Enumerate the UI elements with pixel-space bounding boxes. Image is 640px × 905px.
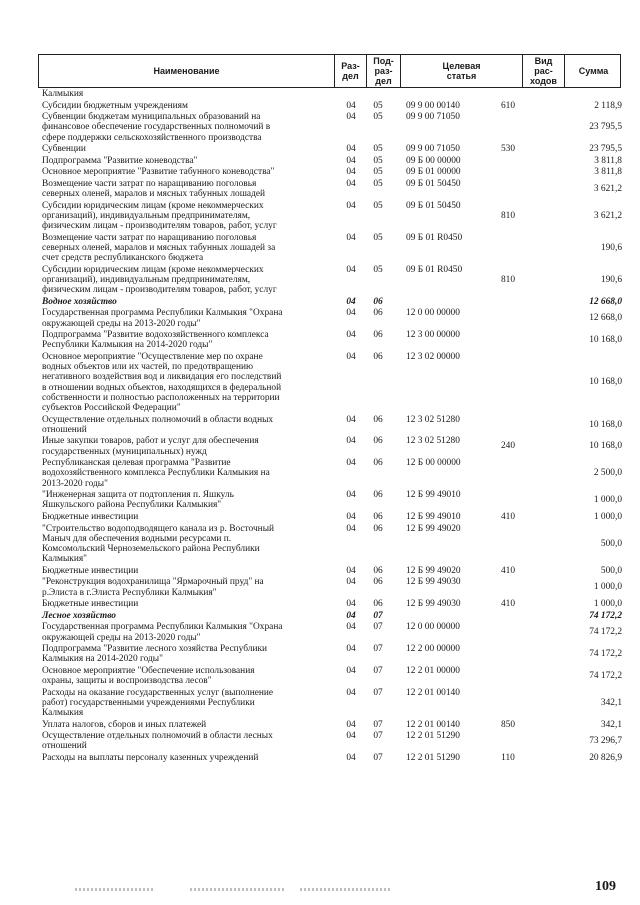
- cell-podrazdel: 06: [373, 565, 383, 576]
- cell-sum: 1 000,0: [593, 582, 622, 593]
- cell-razdel: 04: [346, 665, 356, 676]
- cell-target: 09 9 00 71050: [406, 112, 460, 123]
- section-row: [0, 611, 640, 623]
- cell-name: Возмещение части затрат по наращиванию поголовья северных оленей, маралов и мясных табунных лошадей за счет средств республиканского бюджета: [42, 232, 276, 264]
- cell-name: Осуществление отдельных полномочий в области водных отношений: [42, 414, 274, 435]
- cell-razdel: 04: [346, 308, 356, 319]
- cell-razdel: 04: [346, 155, 356, 166]
- cell-sum: 2 500,0: [593, 468, 622, 479]
- cell-target: 12 2 01 51290: [406, 753, 460, 764]
- cell-sum: 342,1: [600, 697, 622, 708]
- cell-sum: 12 668,0: [589, 296, 622, 307]
- cell-sum: 74 172,2: [589, 670, 622, 681]
- cell-sum: 74 172,2: [589, 627, 622, 638]
- cell-target: 12 2 01 00140: [406, 719, 460, 730]
- cell-sum: 74 172,2: [589, 610, 622, 621]
- table-row: [0, 512, 640, 524]
- cell-podrazdel: 06: [373, 330, 383, 341]
- cell-target: 12 0 00 00000: [406, 308, 460, 319]
- cell-target: 12 Б 99 49030: [406, 599, 461, 610]
- cell-podrazdel: 07: [373, 687, 383, 698]
- cell-razdel: 04: [346, 511, 356, 522]
- cell-sum: 3 621,2: [593, 184, 622, 195]
- page-number: 109: [595, 879, 616, 894]
- cell-name: Расходы на выплаты персоналу казенных учреждений: [42, 753, 259, 764]
- cell-vid: 410: [500, 511, 516, 522]
- cell-razdel: 04: [346, 599, 356, 610]
- cell-sum: 3 811,8: [594, 167, 622, 178]
- cell-sum: 23 795,5: [589, 144, 622, 155]
- cell-razdel: 04: [346, 523, 356, 534]
- scan-noise: [300, 888, 390, 891]
- cell-name: "Инженерная защита от подтопления п. Яшкуль Яшкульского района Республики Калмыкия": [42, 490, 234, 511]
- cell-podrazdel: 07: [373, 665, 383, 676]
- cell-name: Субсидии бюджетным учреждениям: [42, 100, 188, 111]
- cell-target: 09 Б 01 R0450: [406, 264, 463, 275]
- table-row: [0, 330, 640, 352]
- cell-podrazdel: 05: [373, 144, 383, 155]
- cell-target: 09 Б 01 R0450: [406, 232, 463, 243]
- cell-podrazdel: 06: [373, 490, 383, 501]
- cell-razdel: 04: [346, 178, 356, 189]
- cell-sum: 10 168,0: [589, 419, 622, 430]
- cell-razdel: 04: [346, 436, 356, 447]
- cell-podrazdel: 06: [373, 511, 383, 522]
- cell-sum: 10 168,0: [589, 377, 622, 388]
- cell-target: 12 3 02 00000: [406, 351, 460, 362]
- cell-razdel: 04: [346, 753, 356, 764]
- header-vid: Вид рас- ходов: [523, 55, 565, 87]
- cell-name: "Реконструкция водохранилища "Ярмарочный пруд" на р.Элиста в г.Элиста Республики Калмыкия": [42, 577, 264, 598]
- cell-podrazdel: 05: [373, 178, 383, 189]
- cell-sum: 190,6: [600, 242, 622, 253]
- cell-podrazdel: 06: [373, 308, 383, 319]
- header-target: Целевая статья: [401, 55, 523, 87]
- section-row: [0, 297, 640, 309]
- header-sum: Сумма: [578, 66, 609, 76]
- cell-name: Водное хозяйство: [42, 296, 117, 307]
- table-row: [0, 112, 640, 144]
- cell-podrazdel: 07: [373, 610, 383, 621]
- cell-name: Подпрограмма "Развитие водохозяйственного комплекса Республики Калмыкия на 2014-2020 годы": [42, 330, 269, 351]
- cell-name: Основное мероприятие "Осуществление мер по охране водных объектов или их частей, по предотвращению негативного воздействия вод и ликвидация его последствий в отношении водных объектов, находящихся в федеральной собственности и полностью расположенных на территории субъектов Российской Федерации": [42, 351, 282, 413]
- cell-podrazdel: 05: [373, 155, 383, 166]
- cell-podrazdel: 06: [373, 296, 383, 307]
- cell-razdel: 04: [346, 144, 356, 155]
- cell-name: Основное мероприятие "Обеспечение использования охраны, защиты и воспроизводства лесов": [42, 665, 255, 687]
- table-row: [0, 720, 640, 732]
- cell-target: 12 3 02 51280: [406, 436, 460, 447]
- cell-name: Субсидии юридическим лицам (кроме некоммерческих организаций), индивидуальным предпринимателям, физическим лицам - производителям товаров, работ, услуг: [42, 200, 277, 232]
- cell-sum: 1 000,0: [593, 511, 622, 522]
- cell-name: Субвенции бюджетам муниципальных образований на финансовое обеспечение государственных полномочий в сфере поддержки сельскохозяйственного производства: [42, 112, 271, 143]
- cell-razdel: 04: [346, 330, 356, 341]
- cell-sum: 10 168,0: [589, 335, 622, 346]
- cell-sum: 74 172,2: [589, 649, 622, 660]
- cell-sum: 1 000,0: [593, 495, 622, 506]
- cell-sum: 500,0: [600, 565, 622, 576]
- cell-name: Республиканская целевая программа "Развитие водохозяйственного комплекса Республики Калмыкия на 2013-2020 годы": [42, 458, 270, 489]
- cell-razdel: 04: [346, 577, 356, 588]
- cell-target: 12 0 00 00000: [406, 622, 460, 633]
- cell-podrazdel: 06: [373, 577, 383, 588]
- cell-razdel: 04: [346, 351, 356, 362]
- cell-podrazdel: 06: [373, 523, 383, 534]
- cell-podrazdel: 07: [373, 753, 383, 764]
- table-row: [0, 577, 640, 599]
- cell-razdel: 04: [346, 644, 356, 655]
- cell-razdel: 04: [346, 232, 356, 243]
- table-row: [0, 524, 640, 566]
- table-row: [0, 599, 640, 611]
- cell-podrazdel: 07: [373, 719, 383, 730]
- cell-target: 12 Б 99 49030: [406, 577, 461, 588]
- table-row: [0, 688, 640, 720]
- cell-name: Основное мероприятие "Развитие табунного коневодства": [42, 167, 275, 178]
- cell-podrazdel: 06: [373, 458, 383, 469]
- cell-razdel: 04: [346, 296, 356, 307]
- cell-podrazdel: 06: [373, 414, 383, 425]
- scan-noise: [75, 888, 155, 891]
- cell-target: 09 Б 01 50450: [406, 178, 461, 189]
- cell-razdel: 04: [346, 687, 356, 698]
- table-row: [0, 666, 640, 688]
- cell-razdel: 04: [346, 490, 356, 501]
- cell-razdel: 04: [346, 565, 356, 576]
- table-row: [0, 233, 640, 265]
- cell-vid: 410: [500, 599, 516, 610]
- cell-name: Подпрограмма "Развитие коневодства": [42, 155, 198, 166]
- cell-razdel: 04: [346, 458, 356, 469]
- cell-podrazdel: 05: [373, 200, 383, 211]
- cell-name: Бюджетные инвестиции: [42, 565, 139, 576]
- cell-vid: 240: [500, 441, 516, 452]
- table-row: [0, 89, 640, 101]
- cell-razdel: 04: [346, 731, 356, 742]
- cell-name: Калмыкия: [42, 89, 84, 99]
- cell-target: 09 Б 01 00000: [406, 167, 461, 178]
- cell-sum: 500,0: [600, 538, 622, 549]
- cell-name: Возмещение части затрат по наращиванию поголовья северных оленей, маралов и мясных табунных лошадей: [42, 178, 266, 200]
- cell-name: Субвенции: [42, 144, 86, 155]
- cell-sum: 1 000,0: [593, 599, 622, 610]
- table-row: [0, 566, 640, 578]
- cell-target: 12 2 01 00000: [406, 665, 460, 676]
- cell-podrazdel: 07: [373, 644, 383, 655]
- cell-target: 12 2 00 00000: [406, 644, 460, 655]
- table-row: [0, 458, 640, 490]
- cell-vid: 810: [500, 210, 516, 221]
- cell-razdel: 04: [346, 264, 356, 275]
- cell-target: 12 3 02 51280: [406, 414, 460, 425]
- header-razdel: Раз- дел: [335, 55, 367, 87]
- cell-target: 09 9 00 71050: [406, 144, 460, 155]
- cell-vid: 610: [500, 100, 516, 111]
- cell-podrazdel: 06: [373, 351, 383, 362]
- cell-sum: 342,1: [600, 719, 622, 730]
- table-row: [0, 156, 640, 168]
- table-row: [0, 644, 640, 666]
- cell-name: Государственная программа Республики Калмыкия "Охрана окружающей среды на 2013-2020 годы": [42, 308, 283, 329]
- cell-podrazdel: 06: [373, 436, 383, 447]
- cell-target: 12 Б 99 49020: [406, 565, 461, 576]
- cell-razdel: 04: [346, 112, 356, 123]
- cell-vid: 850: [500, 719, 516, 730]
- cell-razdel: 04: [346, 610, 356, 621]
- table-row: [0, 265, 640, 297]
- cell-name: Уплата налогов, сборов и иных платежей: [42, 719, 207, 730]
- cell-podrazdel: 05: [373, 100, 383, 111]
- table-row: [0, 352, 640, 415]
- cell-name: Бюджетные инвестиции: [42, 599, 139, 610]
- cell-podrazdel: 06: [373, 599, 383, 610]
- header-podrazdel: Под- раз- дел: [367, 55, 401, 87]
- cell-sum: 73 296,7: [589, 736, 622, 747]
- cell-name: Подпрограмма "Развитие лесного хозяйства Республики Калмыкия на 2014-2020 годы": [42, 644, 268, 665]
- cell-name: Иные закупки товаров, работ и услуг для обеспечения государственных (муниципальных) нужд: [42, 436, 259, 457]
- cell-podrazdel: 05: [373, 167, 383, 178]
- cell-target: 12 3 00 00000: [406, 330, 460, 341]
- table-header: [38, 54, 621, 88]
- table-row: [0, 101, 640, 113]
- cell-target: 09 Б 00 00000: [406, 155, 461, 166]
- cell-razdel: 04: [346, 100, 356, 111]
- cell-sum: 3 621,2: [593, 210, 622, 221]
- table-row: [0, 622, 640, 644]
- scan-noise: [190, 888, 285, 891]
- cell-target: 09 9 00 00140: [406, 100, 460, 111]
- cell-target: 12 Б 00 00000: [406, 458, 461, 469]
- cell-target: 12 Б 99 49010: [406, 511, 461, 522]
- cell-sum: 3 811,8: [594, 155, 622, 166]
- cell-name: Лесное хозяйство: [42, 610, 116, 621]
- cell-name: Расходы на оказание государственных услуг (выполнение работ) государственными учреждениями Республики Калмыкия: [42, 687, 274, 719]
- cell-sum: 2 118,9: [594, 100, 622, 111]
- cell-podrazdel: 05: [373, 232, 383, 243]
- cell-sum: 20 826,9: [589, 753, 622, 764]
- table-row: [0, 436, 640, 458]
- table-row: [0, 753, 640, 765]
- cell-name: Государственная программа Республики Калмыкия "Охрана окружающей среды на 2013-2020 годы": [42, 622, 283, 643]
- cell-sum: 10 168,0: [589, 441, 622, 452]
- cell-target: 09 Б 01 50450: [406, 200, 461, 211]
- cell-name: Бюджетные инвестиции: [42, 511, 139, 522]
- cell-name: Осуществление отдельных полномочий в области лесных отношений: [42, 731, 273, 752]
- cell-razdel: 04: [346, 622, 356, 633]
- cell-target: 12 2 01 51290: [406, 731, 460, 742]
- cell-name: Субсидии юридическим лицам (кроме некоммерческих организаций), индивидуальным предпринимателям, физическим лицам - производителям товаров, работ, услуг: [42, 264, 277, 296]
- table-row: [0, 415, 640, 437]
- table-row: [0, 731, 640, 753]
- cell-vid: 810: [500, 274, 516, 285]
- cell-vid: 530: [500, 144, 516, 155]
- table-body: [0, 89, 640, 765]
- header-name: Наименование: [39, 55, 335, 87]
- table-row: [0, 167, 640, 179]
- cell-target: 12 Б 99 49010: [406, 490, 461, 501]
- cell-razdel: 04: [346, 414, 356, 425]
- cell-razdel: 04: [346, 200, 356, 211]
- cell-target: 12 Б 99 49020: [406, 523, 461, 534]
- cell-vid: 410: [500, 565, 516, 576]
- cell-sum: 190,6: [600, 274, 622, 285]
- cell-razdel: 04: [346, 167, 356, 178]
- table-row: [0, 179, 640, 201]
- cell-sum: 12 668,0: [589, 313, 622, 324]
- cell-podrazdel: 07: [373, 731, 383, 742]
- cell-podrazdel: 05: [373, 264, 383, 275]
- table-row: [0, 201, 640, 233]
- cell-target: 12 2 01 00140: [406, 687, 460, 698]
- cell-name: "Строительство водоподводящего канала из р. Восточный Маныч для обеспечения водными ресурсами п. Комсомольский Черноземельского района Республики Калмыкия": [42, 523, 275, 565]
- table-row: [0, 490, 640, 512]
- table-row: [0, 308, 640, 330]
- cell-podrazdel: 07: [373, 622, 383, 633]
- cell-sum: 23 795,5: [589, 122, 622, 133]
- table-row: [0, 144, 640, 156]
- cell-podrazdel: 05: [373, 112, 383, 123]
- cell-razdel: 04: [346, 719, 356, 730]
- cell-vid: 110: [501, 753, 515, 764]
